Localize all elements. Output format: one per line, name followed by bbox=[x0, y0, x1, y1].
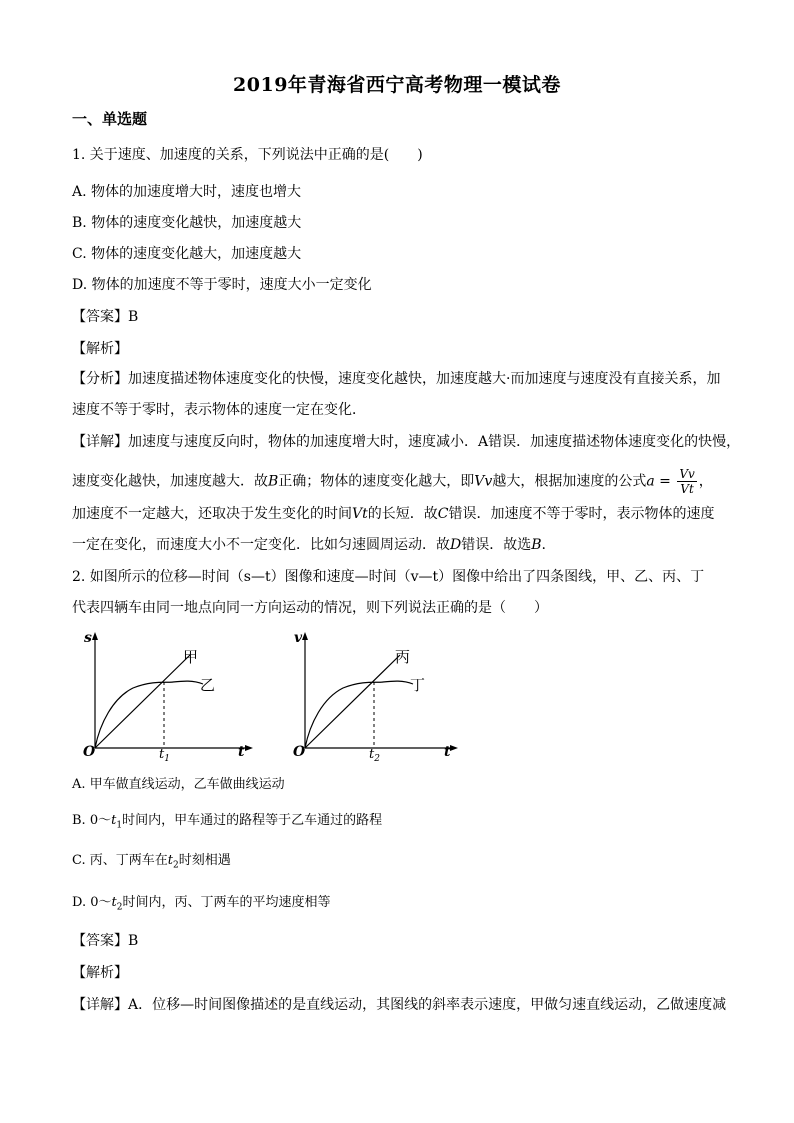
section-heading: 一、单选题 bbox=[72, 110, 148, 128]
origin-label: O bbox=[293, 744, 306, 760]
text-run: ， bbox=[698, 473, 713, 490]
math-run: C bbox=[437, 506, 449, 522]
tick-sub: 2 bbox=[374, 754, 380, 763]
curve-label-yi: 乙 bbox=[200, 676, 216, 694]
math-sub: 2 bbox=[172, 860, 179, 871]
text-run: 正确；物体的速度变化越大，即 bbox=[278, 473, 475, 490]
math-var: t bbox=[111, 813, 117, 828]
acceleration-fraction bbox=[677, 467, 696, 496]
curve-ding bbox=[305, 681, 413, 748]
q2-option-b[interactable] bbox=[72, 812, 382, 835]
q1-option-c[interactable]: C. 物体的速度变化越大，加速度越大 bbox=[72, 246, 302, 262]
math-var: t bbox=[167, 853, 173, 868]
v-t-graph bbox=[288, 628, 468, 763]
text-run: 时间内，甲车通过的路程等于乙车通过的路程 bbox=[122, 813, 383, 828]
formula-equals: = bbox=[654, 473, 676, 490]
text-run: 速度变化越快，加速度越大．故 bbox=[72, 473, 268, 490]
math-run: D bbox=[450, 537, 462, 553]
text-run: B. 0～ bbox=[72, 813, 112, 828]
q1-option-b[interactable]: B. 物体的速度变化越快，加速度越大 bbox=[72, 215, 302, 231]
tick-var: t bbox=[369, 747, 375, 762]
q1-answer: 【答案】B bbox=[72, 309, 139, 325]
origin-label: O bbox=[83, 744, 96, 760]
math-var: t bbox=[111, 895, 117, 910]
q1-option-a[interactable]: A. 物体的加速度增大时，速度也增大 bbox=[72, 184, 302, 200]
tick-label bbox=[159, 747, 170, 763]
page-title: 2019年青海省西宁高考物理一模试卷 bbox=[233, 74, 561, 96]
q1-fenxi-line-1: 【分析】加速度描述物体速度变化的快慢，速度变化越快，加速度越大·而加速度与速度没有直接关系，加 bbox=[72, 371, 721, 387]
tick-label bbox=[369, 747, 380, 763]
math-run: B bbox=[531, 537, 542, 553]
text-run: D. 0～ bbox=[72, 895, 112, 910]
math-run: Vt bbox=[352, 506, 368, 522]
q1-stem: 1. 关于速度、加速度的关系，下列说法中正确的是( ) bbox=[72, 147, 423, 163]
x-axis-label: t bbox=[444, 744, 451, 760]
curve-yi bbox=[95, 681, 203, 748]
x-axis-arrow bbox=[450, 745, 458, 751]
line-label-jia: 甲 bbox=[183, 648, 199, 666]
text-run: C. 丙、丁两车在 bbox=[72, 853, 168, 868]
q1-xiangjie-line-3 bbox=[72, 505, 714, 523]
q1-analysis-heading: 【解析】 bbox=[72, 341, 128, 357]
q2-xiangjie-line-1: 【详解】A．位移—时间图像描述的是直线运动，其图线的斜率表示速度，甲做匀速直线运动，乙做速度减 bbox=[72, 997, 727, 1013]
text-run: 时间内，丙、丁两车的平均速度相等 bbox=[122, 895, 331, 910]
fraction-numerator: Vv bbox=[679, 467, 695, 481]
x-axis-label: t bbox=[238, 744, 245, 760]
text-run: 越大，根据加速度的公式 bbox=[492, 473, 647, 490]
q1-xiangjie-line-2 bbox=[72, 467, 713, 496]
curve-label-ding: 丁 bbox=[410, 676, 426, 694]
x-axis-arrow bbox=[245, 745, 253, 751]
q2-option-a[interactable]: A. 甲车做直线运动，乙车做曲线运动 bbox=[72, 777, 285, 792]
text-run: 的长短．故 bbox=[367, 506, 438, 522]
tick-sub: 1 bbox=[164, 754, 170, 763]
q2-stem-line-1: 2. 如图所示的位移—时间（s—t）图像和速度—时间（v—t）图像中给出了四条图线，甲、乙、丙、丁 bbox=[72, 569, 705, 585]
q1-xiangjie-line-4 bbox=[72, 536, 546, 554]
text-run: 一定在变化，而速度大小不一定变化．比如匀速圆周运动．故 bbox=[72, 537, 450, 553]
q2-option-d[interactable] bbox=[72, 894, 330, 917]
q1-xiangjie-line-1: 【详解】加速度与速度反向时，物体的加速度增大时，速度减小．A错误．加速度描述物体速度变化的快慢， bbox=[72, 434, 741, 450]
q2-stem-line-2: 代表四辆车由同一地点向同一方向运动的情况，则下列说法正确的是（ ） bbox=[72, 600, 548, 616]
math-run: B bbox=[268, 473, 279, 490]
q2-answer: 【答案】B bbox=[72, 933, 139, 949]
line-label-bing: 丙 bbox=[395, 648, 411, 666]
math-sub: 2 bbox=[116, 902, 123, 913]
y-axis-label: s bbox=[84, 630, 92, 646]
y-axis-arrow bbox=[92, 632, 98, 640]
text-run: 时刻相遇 bbox=[178, 853, 231, 868]
text-run: 加速度不一定越大，还取决于发生变化的时间 bbox=[72, 506, 352, 522]
y-axis-arrow bbox=[302, 632, 308, 640]
q2-option-c[interactable] bbox=[72, 852, 231, 875]
text-run: 错误．故选 bbox=[461, 537, 532, 553]
text-run: . bbox=[541, 537, 546, 553]
formula-a: a bbox=[646, 473, 655, 490]
q1-fenxi-line-2: 速度不等于零时，表示物体的速度一定在变化． bbox=[72, 402, 366, 418]
fraction-denominator: Vt bbox=[680, 482, 694, 496]
math-run: Vv bbox=[474, 473, 493, 490]
math-sub: 1 bbox=[116, 820, 123, 831]
line-bing bbox=[305, 655, 400, 748]
y-axis-label: v bbox=[294, 630, 303, 646]
s-t-graph bbox=[78, 628, 258, 763]
q2-analysis-heading: 【解析】 bbox=[72, 965, 128, 981]
q1-option-d[interactable]: D. 物体的加速度不等于零时，速度大小一定变化 bbox=[72, 277, 372, 293]
text-run: 错误．加速度不等于零时，表示物体的速度 bbox=[448, 506, 715, 522]
tick-var: t bbox=[159, 747, 165, 762]
line-jia bbox=[95, 655, 190, 748]
